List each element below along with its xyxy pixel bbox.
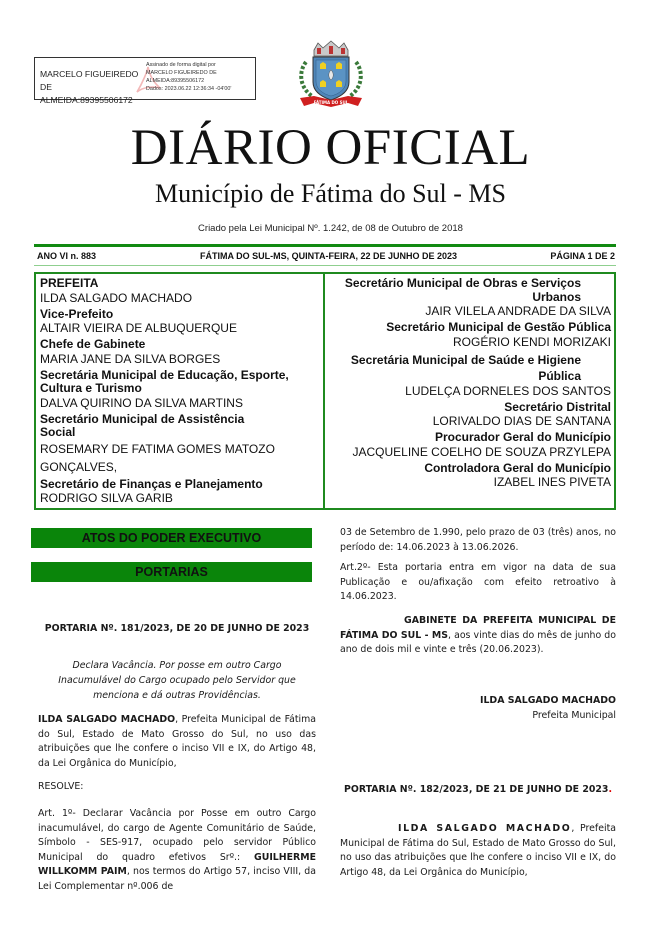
section-banner-atos-executivo: ATOS DO PODER EXECUTIVO xyxy=(31,528,312,548)
staff-role: Secretária Municipal de Saúde e Higiene Pública xyxy=(350,352,581,383)
issue-volume: ANO VI n. 883 xyxy=(37,251,97,261)
signature-detail-line: ALMEIDA:89395506172 xyxy=(146,78,205,84)
staff-column-left xyxy=(40,277,320,508)
municipality-subtitle: Município de Fátima do Sul - MS xyxy=(155,179,506,208)
preamble-signatory: ILDA SALGADO MACHADO xyxy=(398,823,572,834)
preamble-text: , Prefeita Municipal de Fátima do Sul, Estado de Mato Grosso do Sul, no uso das atribuições que lhe confere o inciso VII e IX, do Artigo 48, da Lei Orgânica do Município, xyxy=(340,823,616,878)
portaria-181-heading: PORTARIA Nº. 181/2023, DE 20 DE JUNHO DE 2023 xyxy=(44,623,310,634)
staff-role: Secretário Municipal de Obras e Serviços Urbanos xyxy=(344,276,581,304)
signer-name xyxy=(40,68,150,107)
staff-name: DALVA QUIRINO DA SILVA MARTINS xyxy=(40,395,243,410)
signature-details xyxy=(146,61,254,93)
portaria-182-heading xyxy=(340,783,616,798)
staff-name: LORIVALDO DIAS DE SANTANA xyxy=(432,414,611,428)
issue-info-row xyxy=(37,251,615,263)
preamble-signatory: ILDA SALGADO MACHADO xyxy=(38,714,176,725)
portaria-182-preamble xyxy=(340,822,616,880)
article-1-text-end: , nos termos do Artigo 57, inciso VIII, da Lei Complementar nº.006 de xyxy=(38,866,317,892)
staff-role: Secretário de Finanças e Planejamento xyxy=(40,476,263,491)
crest-ribbon-text: FÁTIMA DO SUL xyxy=(313,100,349,105)
portaria-181-resolve: RESOLVE: xyxy=(38,781,84,792)
administration-staff-box xyxy=(34,272,616,510)
staff-name: MARIA JANE DA SILVA BORGES xyxy=(40,351,221,366)
header-rule-green xyxy=(34,244,616,247)
signer-name-line-2: ALMEIDA:89395506172 xyxy=(40,95,133,105)
staff-name: ROGÉRIO KENDI MORIZAKI xyxy=(452,334,611,349)
portaria-181-preamble xyxy=(38,713,316,771)
closing-text: , aos vinte dias do mês de junho do ano de dois mil e vinte e três (20.06.2023). xyxy=(340,629,616,655)
staff-box-divider xyxy=(323,274,325,508)
staff-name: JAIR VILELA ANDRADE DA SILVA xyxy=(425,304,611,318)
staff-role: Vice-Prefeito xyxy=(40,306,114,321)
staff-role: Secretário Municipal de Gestão Pública xyxy=(386,320,611,334)
staff-role: Secretário Distrital xyxy=(504,399,611,414)
portaria-181-article-2: Art.2º- Esta portaria entra em vigor na data de sua Publicação e ou/afixação com efeito retroativo à 14.06.2023. xyxy=(340,562,616,602)
staff-role: Secretária Municipal de Educação, Esporte, Cultura e Turismo xyxy=(40,367,289,395)
creation-note: Criado pela Lei Municipal Nº. 1.242, de 08 de Outubro de 2018 xyxy=(198,223,463,234)
staff-name: LUDELÇA DORNELES DOS SANTOS xyxy=(405,383,611,398)
preamble-text: , Prefeita Municipal de Fátima do Sul, Estado de Mato Grosso do Sul, no uso das atribuições que lhe confere o inciso VII e IX, do Artigo 48, da Lei Orgânica do Município, xyxy=(38,714,316,769)
issue-place-date: FÁTIMA DO SUL-MS, QUINTA-FEIRA, 22 DE JUNHO DE 2023 xyxy=(200,251,458,261)
staff-name: RODRIGO SILVA GARIB xyxy=(40,491,173,505)
portaria-181-article-1-continued: 03 de Setembro de 1.990, pelo prazo de 03 (três) anos, no período de: 14.06.2023 à 13.06.2026. xyxy=(340,527,616,553)
signer-name-line-1: MARCELO FIGUEIREDO DE xyxy=(40,69,139,92)
portaria-181-signer-name: ILDA SALGADO MACHADO xyxy=(479,695,616,706)
signature-timestamp: Dados: 2023.06.22 12:36:34 -04'00' xyxy=(146,86,232,92)
staff-role: PREFEITA xyxy=(40,276,99,290)
header-rule-thin xyxy=(34,265,616,266)
signature-detail-line: Assinado de forma digital por xyxy=(146,62,216,68)
newspaper-title: DIÁRIO OFICIAL xyxy=(130,120,531,176)
article-1-servant-name: GUILHERME WILLKOMM PAIM xyxy=(38,851,316,877)
municipal-coat-of-arms-icon xyxy=(292,40,370,112)
portaria-181-article-1 xyxy=(38,807,316,894)
closing-office: GABINETE DA PREFEITA MUNICIPAL DE FÁTIMA DO SUL - MS xyxy=(340,615,616,641)
portaria-181-summary: Declara Vacância. Por posse em outro Cargo Inacumulável do Cargo ocupado pelo Servidor que menciona e dá outras Providências. xyxy=(58,660,296,701)
staff-role: Chefe de Gabinete xyxy=(40,337,146,351)
digital-signature-stamp xyxy=(34,57,256,105)
issue-page-number: PÁGINA 1 DE 2 xyxy=(550,251,615,261)
staff-role: Secretário Municipal de Assistência Social xyxy=(40,411,245,439)
portaria-182-heading-red-dot: . xyxy=(608,784,612,795)
staff-name: IZABEL INES PIVETA xyxy=(493,475,611,489)
portaria-181-closing xyxy=(340,614,616,658)
staff-name: ALTAIR VIEIRA DE ALBUQUERQUE xyxy=(40,321,237,335)
staff-name: ROSEMARY DE FATIMA GOMES MATOZO GONÇALVES, xyxy=(40,441,275,474)
staff-column-right xyxy=(331,277,611,492)
staff-name: JACQUELINE COELHO DE SOUZA PRZYLEPA xyxy=(352,444,611,459)
portaria-181-signer-title: Prefeita Municipal xyxy=(532,710,616,721)
staff-name: ILDA SALGADO MACHADO xyxy=(40,290,193,305)
section-banner-portarias: PORTARIAS xyxy=(31,562,312,582)
staff-role: Procurador Geral do Município xyxy=(434,430,611,444)
staff-role: Controladora Geral do Município xyxy=(424,460,611,475)
portaria-182-heading-text: PORTARIA Nº. 182/2023, DE 21 DE JUNHO DE 2023 xyxy=(344,784,609,795)
signature-detail-line: MARCELO FIGUEIREDO DE xyxy=(146,70,217,76)
article-1-text: Art. 1º- Declarar Vacância por Posse em outro Cargo inacumulável, do cargo de Agente Comunitário de Saúde, Símbolo - SES-917, ocupado pelo servidor Público Municipal do quadro efetivos Srº.: xyxy=(38,808,316,863)
